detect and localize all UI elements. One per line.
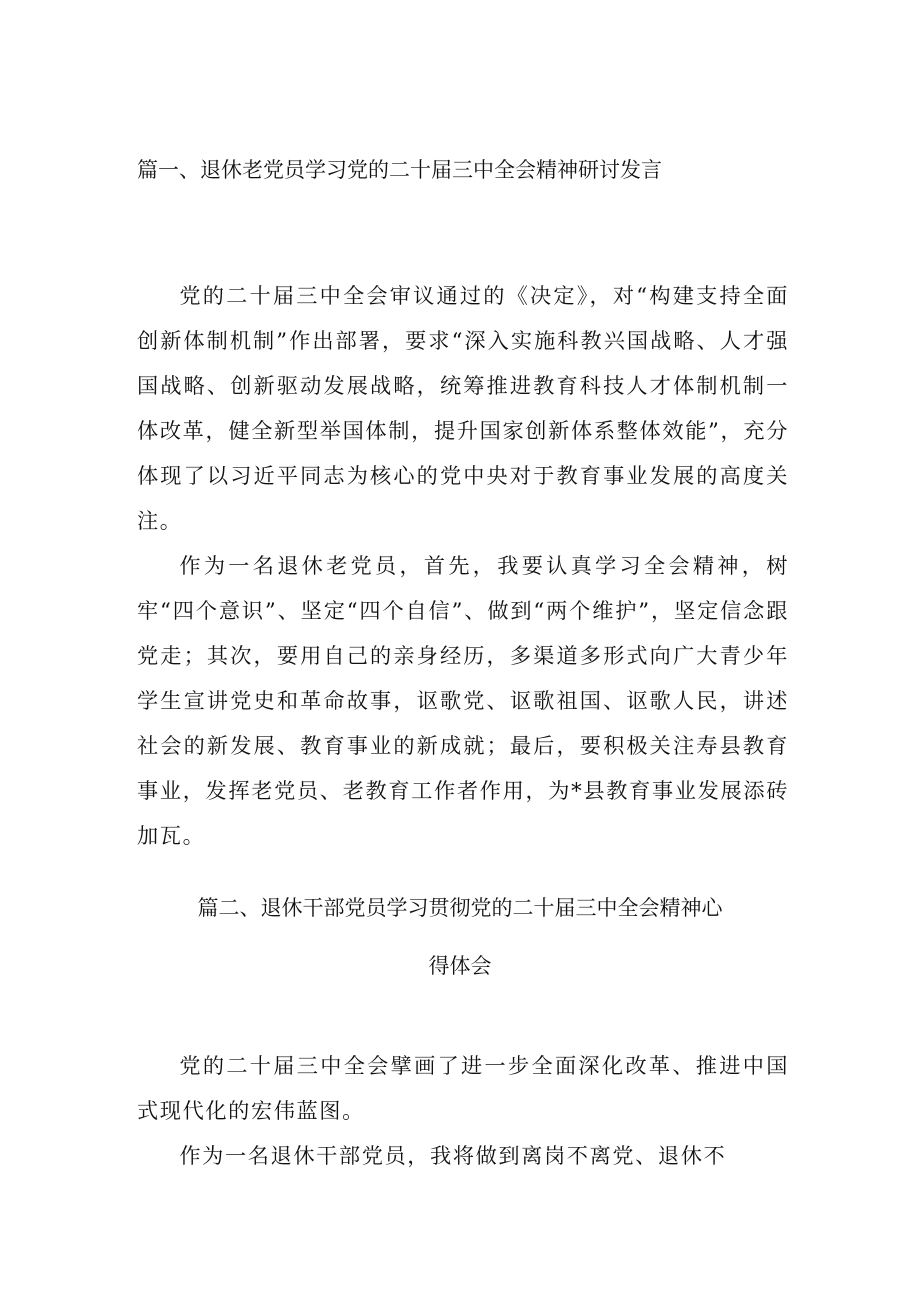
section-1-heading: 篇一、退休老党员学习党的二十届三中全会精神研讨发言 [137,158,662,182]
section-1-body [137,273,789,858]
section-1-paragraph-2: 作为一名退休老党员，首先，我要认真学习全会精神，树牢“四个意识”、坚定“四个自信”、做到“两个维护”，坚定信念跟党走；其次，要用自己的亲身经历，多渠道多形式向广大青少年学生宣讲党史和革命故事，讴歌党、讴歌祖国、讴歌人民，讲述社会的新发展、教育事业的新成就；最后，要积极关注寿县教育事业，发挥老党员、老教育工作者作用，为*县教育事业发展添砖加瓦。 [137,553,789,848]
section-2-paragraph-1: 党的二十届三中全会擘画了进一步全面深化改革、推进中国式现代化的宏伟蓝图。 [137,1053,789,1123]
section-2-heading-line-1: 篇二、退休干部党员学习贯彻党的二十届三中全会精神心 [197,896,723,920]
section-2-heading [0,879,920,995]
section-2-heading-line-2: 得体会 [428,954,492,978]
section-1-paragraph-1: 党的二十届三中全会审议通过的《决定》，对“构建支持全面创新体制机制”作出部署，要求“深入实施科教兴国战略、人才强国战略、创新驱动发展战略，统筹推进教育科技人才体制机制一体改革，健全新型举国体制，提升国家创新体系整体效能”，充分体现了以习近平同志为核心的党中央对于教育事业发展的高度关注。 [137,283,789,533]
section-2-paragraph-2: 作为一名退休干部党员，我将做到离岗不离党、退休不 [179,1143,727,1168]
section-2-body [137,1043,789,1178]
